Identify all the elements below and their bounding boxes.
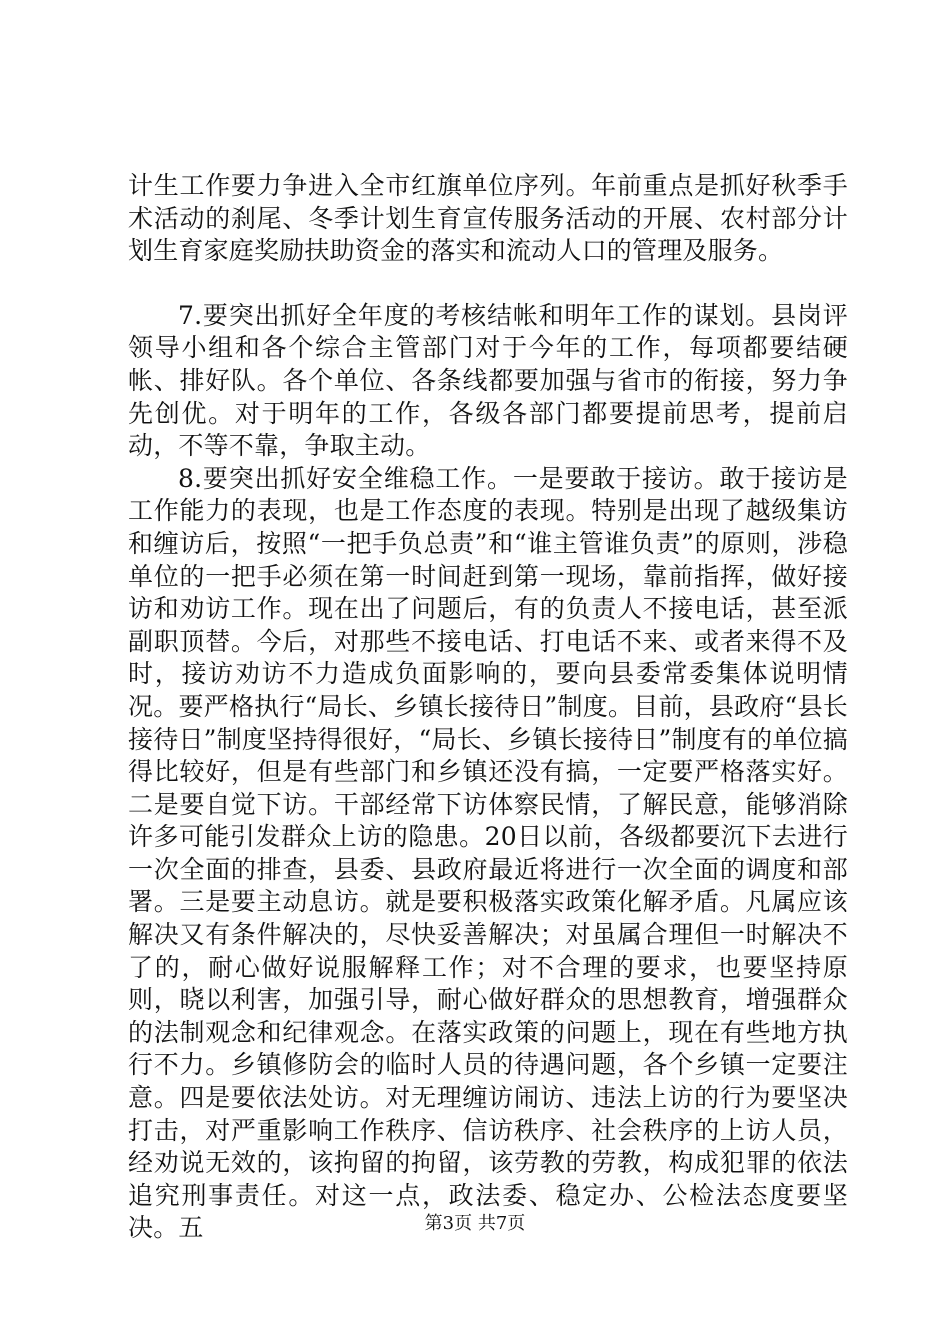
paragraph-item-7: 7.要突出抓好全年度的考核结帐和明年工作的谋划。县岗评领导小组和各个综合主管部门对于今年的工作，每项都要结硬帐、排好队。各个单位、各条线都要加强与省市的衔接，努力争先创优。对于明年的工作，各级各部门都要提前思考，提前启动，不等不靠，争取主动。 [128, 300, 848, 461]
paragraph-gap [128, 268, 848, 300]
document-body [128, 170, 848, 1245]
paragraph-item-8: 8.要突出抓好安全维稳工作。一是要敢于接访。敢于接访是工作能力的表现，也是工作态度的表现。特别是出现了越级集访和缠访后，按照“一把手负总责”和“谁主管谁负责”的原则，涉稳单位的一把手必须在第一时间赶到第一现场，靠前指挥，做好接访和劝访工作。现在出了问题后，有的负责人不接电话，甚至派副职顶替。今后，对那些不接电话、打电话不来、或者来得不及时，接访劝访不力造成负面影响的，要向县委常委集体说明情况。要严格执行“局长、乡镇长接待日”制度。目前，县政府“县长接待日”制度坚持得很好，“局长、乡镇长接待日”制度有的单位搞得比较好，但是有些部门和乡镇还没有搞，一定要严格落实好。二是要自觉下访。干部经常下访体察民情，了解民意，能够消除许多可能引发群众上访的隐患。20日以前，各级都要沉下去进行一次全面的排查，县委、县政府最近将进行一次全面的调度和部署。三是要主动息访。就是要积极落实政策化解矛盾。凡属应该解决又有条件解决的，尽快妥善解决；对虽属合理但一时解决不了的，耐心做好说服解释工作；对不合理的要求，也要坚持原则，晓以利害，加强引导，耐心做好群众的思想教育，增强群众的法制观念和纪律观念。在落实政策的问题上，现在有些地方执行不力。乡镇修防会的临时人员的待遇问题，各个乡镇一定要注意。四是要依法处访。对无理缠访闹访、违法上访的行为要坚决打击，对严重影响工作秩序、信访秩序、社会秩序的上访人员，经劝说无效的，该拘留的拘留，该劳教的劳教，构成犯罪的依法追究刑事责任。对这一点，政法委、稳定办、公检法态度要坚决。五 [128, 463, 848, 1243]
paragraph-continuation: 计生工作要力争进入全市红旗单位序列。年前重点是抓好秋季手术活动的刹尾、冬季计划生育宣传服务活动的开展、农村部分计划生育家庭奖励扶助资金的落实和流动人口的管理及服务。 [128, 171, 848, 266]
page-number-footer: 第3页 共7页 [424, 1213, 526, 1234]
